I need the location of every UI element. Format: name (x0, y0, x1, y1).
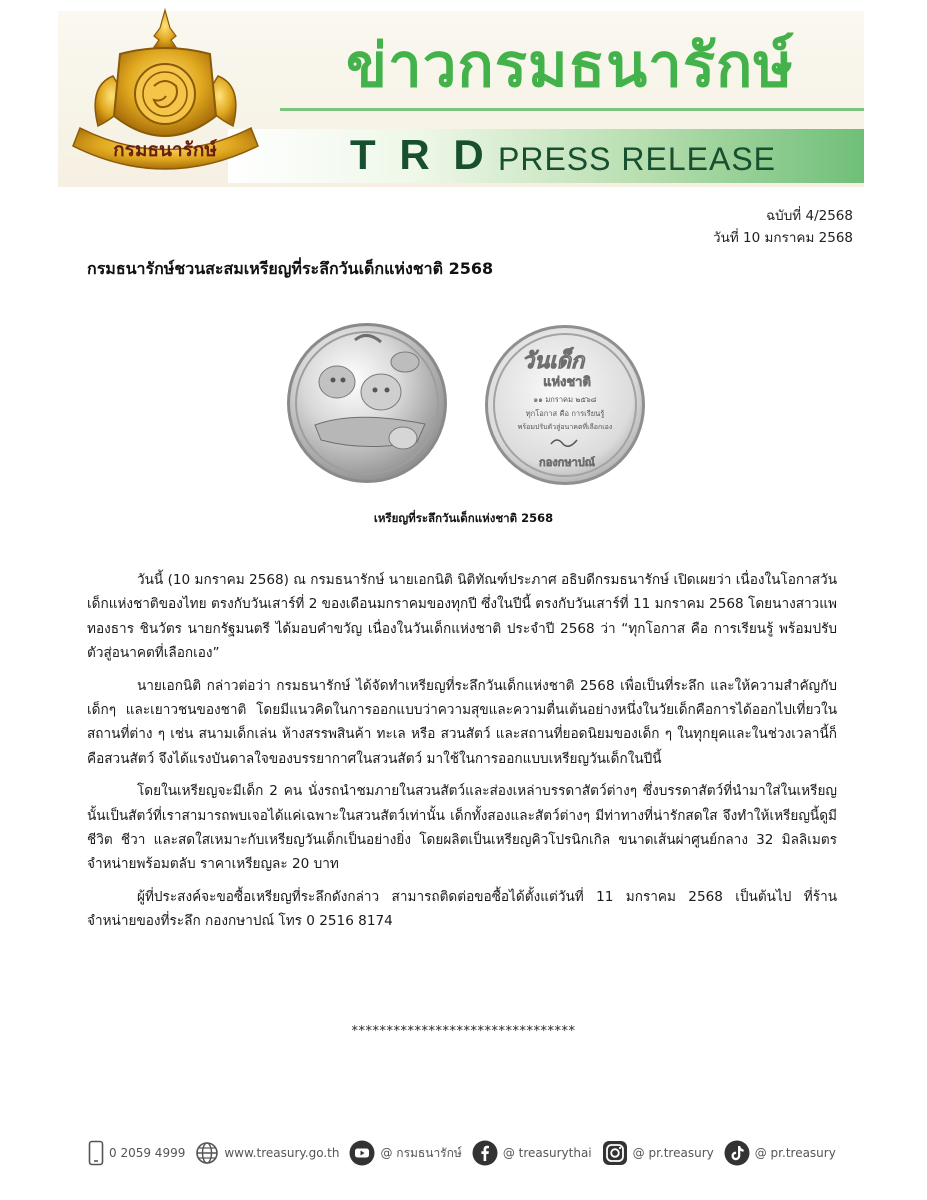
issue-date: วันที่ 10 มกราคม 2568 (713, 230, 853, 246)
phone-number: 0 2059 4999 (109, 1146, 186, 1160)
press-body (87, 568, 837, 942)
commemorative-coin-image (285, 320, 647, 490)
website-url: www.treasury.go.th (224, 1146, 340, 1160)
issue-number: ฉบับที่ 4/2568 (765, 208, 853, 224)
footer-website[interactable] (195, 1141, 339, 1165)
globe-icon (195, 1141, 219, 1165)
logo-ribbon-text: กรมธนารักษ์ (113, 139, 217, 161)
instagram-handle: @ pr.treasury (632, 1146, 714, 1160)
youtube-icon (349, 1140, 375, 1166)
treasury-department-logo (58, 6, 273, 186)
banner-title: ข่าวกรมธนารักษ์ (346, 31, 794, 101)
coin-mint-name: กองกษาปณ์ (539, 456, 595, 469)
coin-motto-line2: พร้อมปรับตัวสู่อนาคตที่เลือกเอง (517, 423, 613, 431)
instagram-icon (602, 1140, 628, 1166)
footer-tiktok[interactable] (724, 1140, 836, 1166)
banner-press-release: PRESS RELEASE (498, 141, 776, 177)
footer-youtube[interactable] (349, 1140, 461, 1166)
footer-facebook[interactable] (472, 1140, 592, 1166)
tiktok-handle: @ pr.treasury (754, 1146, 836, 1160)
coin-title-line2: แห่งชาติ (543, 375, 591, 390)
facebook-icon (472, 1140, 498, 1166)
paragraph-2: นายเอกนิติ กล่าวต่อว่า กรมธนารักษ์ ได้จัดทำเหรียญที่ระลึกวันเด็กแห่งชาติ 2568 เพื่อเป็นที่ระลึก และให้ความสำคัญกับเด็กๆ และเยาวชนของชาติ โดยมีแนวคิดในการออกแบบว่าความสุขและความตื่นเต้นอย่างหนึ่งในวัยเด็กคือการได้ออกไปเที่ยวในสถานที่ต่าง ๆ เช่น สนามเด็กเล่น ห้างสรรพสินค้า ทะเล หรือ สวนสัตว์ และสถานที่ยอดนิยมของเด็ก ๆ ในทุกยุคและในช่วงเวลานี้ก็คือสวนสัตว์ จึงได้แรงบันดาลใจของบรรยากาศในสวนสัตว์ มาใช้ในการออกแบบเหรียญวันเด็กในปีนี้ (87, 677, 837, 767)
banner-trd: T R D (350, 131, 490, 178)
coin-reverse (485, 325, 645, 485)
coin-obverse (287, 323, 447, 483)
phone-icon (88, 1140, 104, 1166)
paragraph-3: โดยในเหรียญจะมีเด็ก 2 คน นั่งรถนำชมภายในสวนสัตว์และส่องเหล่าบรรดาสัตว์ต่างๆ ซึ่งบรรดาสัตว์ที่นำมาใส่ในเหรียญนั้นเป็นสัตว์ที่เราสามารถพบเจอได้แค่เฉพาะในสวนสัตว์เท่านั้น เด็กทั้งสองและสัตว์ต่างๆ มีท่าทางที่น่ารักสดใส จึงทำให้เหรียญนี้ดูมีชีวิต ชีวา และสดใสเหมาะกับเหรียญวันเด็กเป็นอย่างยิ่ง โดยผลิตเป็นเหรียญคิวโปรนิกเกิล ขนาดเส้นผ่าศูนย์กลาง 32 มิลลิเมตร จำหน่ายพร้อมตลับ ราคาเหรียญละ 20 บาท (87, 783, 837, 873)
contact-footer (88, 1138, 846, 1168)
facebook-handle: @ treasurythai (502, 1146, 592, 1160)
footer-phone[interactable] (88, 1140, 185, 1166)
end-separator: ******************************** (351, 1024, 576, 1039)
document-reference (713, 205, 853, 249)
footer-instagram[interactable] (602, 1140, 714, 1166)
coin-motto-line1: ทุกโอกาส คือ การเรียนรู้ (525, 409, 605, 418)
paragraph-4: ผู้ที่ประสงค์จะขอซื้อเหรียญที่ระลึกดังกล่าว สามารถติดต่อขอซื้อได้ตั้งแต่วันที่ 11 มกราคม 2568 เป็นต้นไป ที่ร้านจำหน่ายของที่ระลึก กองกษาปณ์ โทร 0 2516 8174 (87, 888, 837, 930)
youtube-handle: @ กรมธนารักษ์ (380, 1145, 462, 1160)
coin-caption: เหรียญที่ระลึกวันเด็กแห่งชาติ 2568 (373, 511, 554, 525)
coin-date: ๑๑ มกราคม ๒๕๖๘ (533, 395, 597, 404)
headline: กรมธนารักษ์ชวนสะสมเหรียญที่ระลึกวันเด็กแห่งชาติ 2568 (87, 259, 494, 278)
banner-divider (280, 108, 864, 111)
tiktok-icon (724, 1140, 750, 1166)
coin-title-line1: วันเด็ก (521, 349, 585, 374)
paragraph-1: วันนี้ (10 มกราคม 2568) ณ กรมธนารักษ์ นายเอกนิติ นิติทัณฑ์ประภาศ อธิบดีกรมธนารักษ์ เปิดเผยว่า เนื่องในโอกาสวันเด็กแห่งชาติของไทย ตรงกับวันเสาร์ที่ 2 ของเดือนมกราคมของทุกปี ซึ่งในปีนี้ ตรงกับวันเสาร์ที่ 11 มกราคม 2568 โดยนางสาวแพทองธาร ชินวัตร นายกรัฐมนตรี ได้มอบคำขวัญ เนื่องในวันเด็กแห่งชาติ ประจำปี 2568 ว่า “ทุกโอกาส คือ การเรียนรู้ พร้อมปรับตัวสู่อนาคตที่เลือกเอง” (87, 572, 837, 662)
